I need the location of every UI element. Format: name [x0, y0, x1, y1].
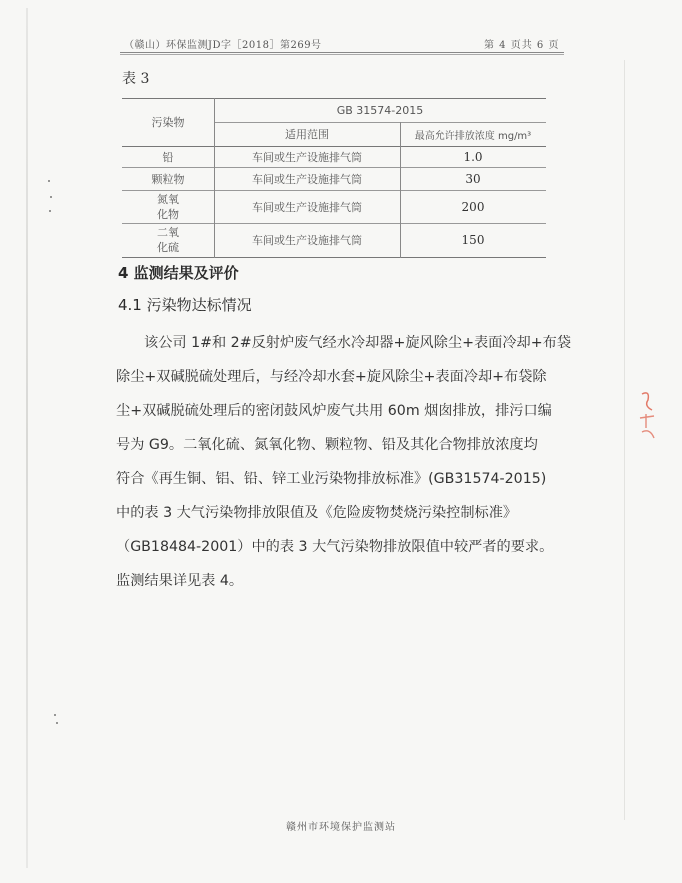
body-line: 该公司 1#和 2#反射炉废气经水冷却器+旋风除尘+表面冷却+布袋: [144, 335, 572, 351]
emission-limits-table: [122, 98, 546, 258]
row-pollutant: [122, 223, 214, 257]
scan-speck: [56, 722, 58, 724]
header-standard: GB 31574-2015: [336, 103, 424, 117]
row-pollutant: 颗粒物: [151, 172, 185, 186]
row-limit: 200: [461, 199, 485, 214]
row-limit: 150: [461, 233, 485, 247]
scan-edge-right: [624, 60, 625, 820]
scan-speck: [54, 714, 56, 716]
scan-speck: [50, 196, 52, 198]
body-line: 中的表 3 大气污染物排放限值及《危险废物焚烧污染控制标准》: [116, 505, 518, 521]
report-number: （赣山）环保监测JD字［2018］第269号: [124, 40, 322, 51]
row-scope: 车间或生产设施排气筒: [252, 234, 362, 247]
row-pollutant-line2: 化硫: [157, 241, 179, 254]
header-limit: 最高允许排放浓度 mg/m³: [414, 130, 532, 142]
row-pollutant-line1: 氮氧: [157, 192, 179, 206]
row-scope: 车间或生产设施排气筒: [252, 150, 362, 164]
scan-speck: [48, 180, 50, 182]
footer-organization: 赣州市环境保护监测站: [286, 822, 396, 833]
body-line: 尘+双碱脱硫处理后的密闭鼓风炉废气共用 60m 烟囱排放，排污口编: [116, 403, 552, 419]
subsection-heading: 4.1 污染物达标情况: [118, 296, 252, 314]
table-caption: 表 3: [122, 71, 150, 87]
seal-stamp-fragment: [636, 388, 660, 448]
row-limit: 1.0: [463, 149, 483, 164]
row-pollutant-line2: 化物: [157, 207, 179, 221]
scan-edge: [26, 8, 28, 868]
row-pollutant: 铅: [162, 150, 174, 164]
header-pollutant: 污染物: [151, 116, 185, 129]
table-bottom-rule: [122, 257, 546, 258]
body-line: 监测结果详见表 4。: [116, 573, 244, 589]
header-rule-thin: [120, 54, 564, 55]
row-scope: 车间或生产设施排气筒: [252, 200, 362, 214]
scan-speck: [49, 210, 51, 212]
body-line: 除尘+双碱脱硫处理后，与经冷却水套+旋风除尘+表面冷却+布袋除: [116, 369, 547, 385]
row-limit: 30: [465, 171, 481, 186]
section-heading: 4 监测结果及评价: [118, 264, 239, 282]
body-paragraph: [116, 326, 572, 598]
row-pollutant: [122, 190, 214, 223]
header-rule: [120, 52, 564, 53]
body-line: 号为 G9。二氧化硫、氮氧化物、颗粒物、铅及其化合物排放浓度均: [116, 437, 538, 453]
row-scope: 车间或生产设施排气筒: [252, 172, 362, 186]
header-scope: 适用范围: [285, 128, 329, 141]
row-pollutant-line1: 二氧: [157, 226, 179, 239]
body-line: （GB18484-2001）中的表 3 大气污染物排放限值中较严者的要求。: [116, 539, 554, 555]
page-indicator: 第 4 页共 6 页: [484, 40, 560, 51]
body-line: 符合《再生铜、铝、铅、锌工业污染物排放标准》(GB31574-2015): [116, 471, 547, 487]
